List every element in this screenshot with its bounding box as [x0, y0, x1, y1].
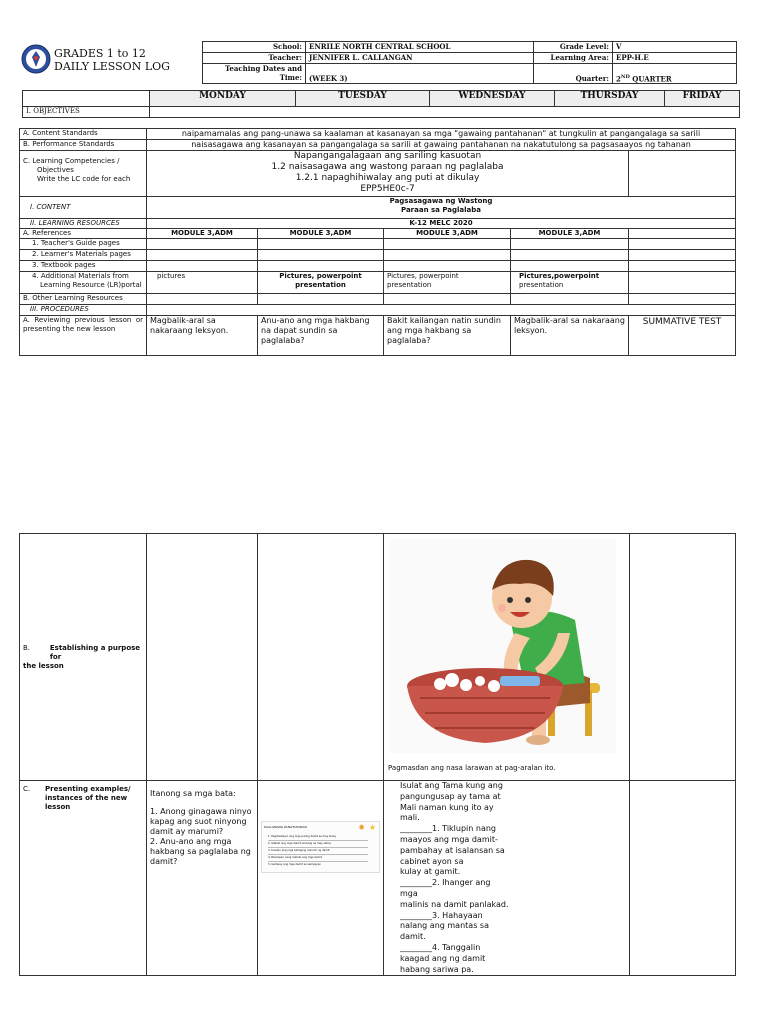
additional-tuesday-line1: Pictures, powerpoint: [279, 272, 362, 280]
days-table: [22, 90, 740, 118]
lesson-table-bottom: [19, 533, 736, 976]
examples-monday-intro: Itanong sa mga bata:: [150, 789, 236, 798]
purpose-label: [20, 534, 147, 781]
references-label: A. References: [20, 229, 147, 239]
learning-resources-value: K-12 MELC 2020: [147, 219, 736, 229]
star-icon: ★: [368, 823, 376, 832]
deped-logo: [21, 44, 51, 74]
additional-monday: pictures: [147, 272, 258, 294]
learning-resources-label: II. LEARNING RESOURCES: [20, 219, 147, 229]
competency-line3: 1.2.1 napaghihiwalay ang puti at dikulay: [295, 173, 480, 183]
additional-wednesday-line2: presentation: [387, 281, 432, 289]
quarter-text: QUARTER: [629, 74, 672, 83]
teachers-guide-label: 1. Teacher's Guide pages: [20, 239, 147, 250]
examples-label-letter: C.: [23, 785, 31, 793]
reviewing-friday: SUMMATIVE TEST: [629, 316, 736, 356]
module-tuesday: MODULE 3,ADM: [258, 229, 384, 239]
quiz-line: ________1. Tiklupin nang: [400, 824, 496, 834]
worksheet-item: 2. Ibabad ang mga damit sa tubig na may sabon: [268, 841, 368, 848]
reviewing-wednesday: Bakit kailangan natin sundin ang mga hakbang sa paglalaba?: [384, 316, 511, 356]
module-wednesday: MODULE 3,ADM: [384, 229, 511, 239]
worksheet-item: 5. Isampay ang mga damit sa sampayan: [268, 863, 321, 866]
teacher-value: JENNIFER L. CALLANGAN: [306, 53, 534, 64]
examples-label-line2: instances of the new lesson: [45, 794, 128, 811]
sun-icon: ✹: [358, 823, 365, 832]
examples-monday-question1: 1. Anong ginagawa ninyo kapag ang suot ninyong damit ay marumi?: [150, 807, 252, 836]
other-resources-label: B. Other Learning Resources: [20, 294, 147, 305]
content-standards-text: naipamamalas ang pang-unawa sa kaalaman at kasanayan sa mga "gawaing pantahanan" at tungkulin at pangangalaga sa sarili: [147, 129, 736, 140]
additional-tuesday: [258, 272, 384, 294]
purpose-picture-cell: [384, 534, 630, 781]
examples-monday-question2: 2. Anu-ano ang mga hakbang sa paglalaba ng damit?: [150, 837, 251, 866]
competency-line1: Napangangalagaan ang sariling kasuotan: [293, 151, 482, 161]
dates-value: (WEEK 3): [306, 64, 534, 84]
competencies-text: [147, 151, 629, 197]
worksheet-item: 1. Paghiwalayin ang mga puting damit sa may kulay: [268, 834, 368, 841]
quarter-suffix: ND: [620, 73, 630, 80]
purpose-caption: Pagmasdan ang nasa larawan at pag-aralan ito.: [388, 764, 556, 772]
purpose-label-line2: the lesson: [23, 661, 64, 670]
quiz-line: pangungusap ay tama at: [400, 791, 501, 801]
quiz-line: Isulat ang Tama kung ang: [400, 781, 503, 790]
competencies-label-line3: Write the LC code for each: [37, 175, 131, 183]
school-label: School:: [203, 42, 306, 53]
module-thursday: MODULE 3,ADM: [511, 229, 629, 239]
quiz-line: ________3. Hahayaan: [400, 910, 483, 920]
grade-level-label: Grade Level:: [534, 42, 613, 53]
dates-label-line2: Time:: [279, 73, 302, 82]
dates-label: [203, 64, 306, 84]
quiz-line: damit.: [400, 932, 426, 942]
additional-wednesday: [384, 272, 511, 294]
objectives-label: I. OBJECTIVES: [23, 107, 150, 118]
examples-monday: [147, 781, 258, 976]
reviewing-label: A. Reviewing previous lesson or presenting the new lesson: [20, 316, 147, 356]
quiz-line: maayos ang mga damit-: [400, 834, 498, 844]
content-title-line2: Paraan sa Paglalaba: [401, 206, 481, 214]
learners-materials-label: 2. Learner's Materials pages: [20, 250, 147, 261]
content-standards-label: A. Content Standards: [20, 129, 147, 140]
examples-wednesday: [384, 781, 630, 976]
quiz-line: habang sariwa pa.: [400, 964, 474, 974]
quiz-line: pambahay at isalansan sa: [400, 845, 505, 855]
quiz-line: kaagad ang ng damit: [400, 953, 486, 963]
additional-thursday: [511, 272, 629, 294]
quiz-line: ________4. Tanggalin: [400, 942, 481, 952]
child-washing-clothes-image: [390, 538, 616, 753]
purpose-label-letter: B.: [23, 643, 31, 652]
header-info-table: [202, 41, 737, 84]
day-thursday: THURSDAY: [555, 91, 665, 107]
quarter-value: [613, 64, 737, 84]
reviewing-thursday: Magbalik-aral sa nakaraang leksyon.: [511, 316, 629, 356]
competency-code: EPP5HE0c-7: [360, 184, 415, 194]
competencies-label: [20, 151, 147, 197]
day-friday: FRIDAY: [665, 91, 740, 107]
worksheet-title: KAALAMANG PANGTAHANAN: [264, 825, 307, 829]
performance-standards-label: B. Performance Standards: [20, 140, 147, 151]
learning-area-value: EPP-H.E: [613, 53, 737, 64]
quarter-number: 2: [616, 74, 621, 83]
school-value: ENRILE NORTH CENTRAL SCHOOL: [306, 42, 534, 53]
competencies-label-line2: Objectives: [37, 166, 74, 174]
quiz-line: kulay at gamit.: [400, 867, 461, 877]
worksheet-item: 3. Kusutin ang mga bahaging marumi ng damit: [268, 848, 368, 855]
quiz-line: malinis na damit panlakad.: [400, 899, 509, 909]
content-title: [147, 197, 736, 219]
additional-thursday-line1: Pictures,powerpoint: [519, 272, 600, 280]
module-monday: MODULE 3,ADM: [147, 229, 258, 239]
day-monday: MONDAY: [150, 91, 296, 107]
examples-tuesday: [258, 781, 384, 976]
quarter-label: Quarter:: [534, 64, 613, 84]
reviewing-monday: Magbalik-aral sa nakaraang leksyon.: [147, 316, 258, 356]
quiz-line: mali.: [400, 813, 420, 823]
learning-area-label: Learning Area:: [534, 53, 613, 64]
textbook-label: 3. Textbook pages: [20, 261, 147, 272]
competency-line2: 1.2 naisasagawa ang wastong paraan ng paglalaba: [271, 162, 504, 172]
additional-materials-line1: 4. Additional Materials from: [32, 272, 129, 280]
quiz-line: nalang ang mantas sa: [400, 921, 489, 931]
additional-materials-line2: Learning Resource (LR)portal: [40, 281, 142, 289]
form-title-line2: DAILY LESSON LOG: [54, 60, 170, 73]
reviewing-tuesday: Anu-ano ang mga hakbang na dapat sundin sa paglalaba?: [258, 316, 384, 356]
quiz-line: ________2. Ihanger ang mga: [400, 878, 491, 898]
content-title-line1: Pagsasagawa ng Wastong: [389, 197, 493, 205]
additional-tuesday-line2: presentation: [295, 281, 346, 289]
teacher-label: Teacher:: [203, 53, 306, 64]
form-title-line1: GRADES 1 to 12: [54, 47, 146, 60]
worksheet-item: 4. Banlawan nang mabuti ang mga damit: [268, 855, 368, 862]
dates-label-line1: Teaching Dates and: [224, 64, 302, 73]
quiz-line: Mali naman kung ito ay: [400, 802, 494, 812]
additional-materials-label: [20, 272, 147, 294]
examples-label: [20, 781, 147, 976]
examples-label-line1: Presenting examples/: [45, 785, 131, 793]
procedures-label: III. PROCEDURES: [20, 305, 147, 316]
additional-thursday-line2: presentation: [519, 281, 564, 289]
competencies-label-line1: C. Learning Competencies /: [23, 157, 120, 165]
purpose-label-line1: Establishing a purpose for: [49, 643, 141, 661]
content-label: I. CONTENT: [20, 197, 147, 219]
additional-wednesday-line1: Pictures, powerpoint: [387, 272, 459, 280]
quiz-line: cabinet ayon sa: [400, 856, 464, 866]
performance-standards-text: naisasagawa ang kasanayan sa pangangalaga sa sarili at gawaing pantahanan na nakatutulong sa pagsasaayos ng tahanan: [147, 140, 736, 151]
worksheet-image: [261, 821, 380, 873]
grade-level-value: V: [613, 42, 737, 53]
form-title: [54, 47, 170, 73]
lesson-table-top: [19, 128, 736, 356]
day-tuesday: TUESDAY: [296, 91, 430, 107]
day-wednesday: WEDNESDAY: [430, 91, 555, 107]
